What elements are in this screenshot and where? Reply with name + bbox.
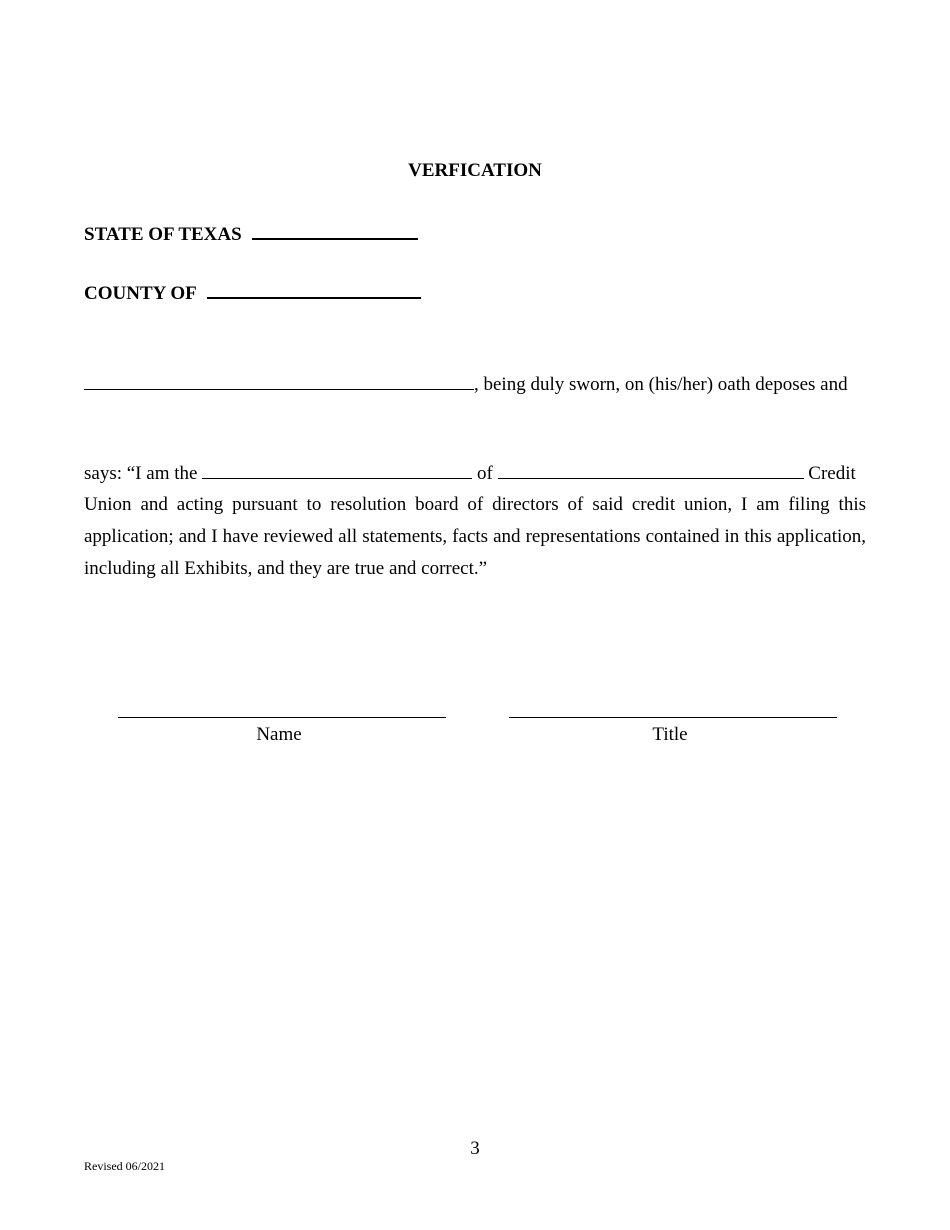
- sworn-line: [84, 373, 848, 396]
- sworn-text: , being duly sworn, on (his/her) oath deposes and: [474, 374, 848, 395]
- title-label: Title: [652, 724, 688, 745]
- county-label: COUNTY OF: [84, 283, 197, 304]
- credit-word: Credit: [808, 463, 856, 484]
- position-blank[interactable]: [202, 462, 472, 479]
- page-number: 3: [470, 1138, 480, 1159]
- name-label: Name: [256, 724, 302, 745]
- says-line: [84, 462, 856, 485]
- name-signature-line[interactable]: [118, 717, 446, 718]
- credit-union-name-blank[interactable]: [498, 462, 804, 479]
- state-blank[interactable]: [252, 220, 418, 240]
- county-blank[interactable]: [207, 279, 421, 299]
- of-word: of: [476, 463, 493, 484]
- document-title: VERFICATION: [408, 160, 542, 181]
- statement-paragraph: Union and acting pursuant to resolution board of directors of said credit union, I am filing this application; and I have reviewed all statements, facts and representations contained in this application, including all Exhibits, and they are true and correct.”: [84, 494, 866, 579]
- revised-date: Revised 06/2021: [84, 1159, 165, 1173]
- affiant-name-blank[interactable]: [84, 373, 474, 390]
- title-signature-line[interactable]: [509, 717, 837, 718]
- county-field: [84, 279, 421, 305]
- says-prefix: says: “I am the: [84, 463, 198, 484]
- state-label: STATE OF TEXAS: [84, 224, 242, 245]
- state-field: [84, 220, 418, 246]
